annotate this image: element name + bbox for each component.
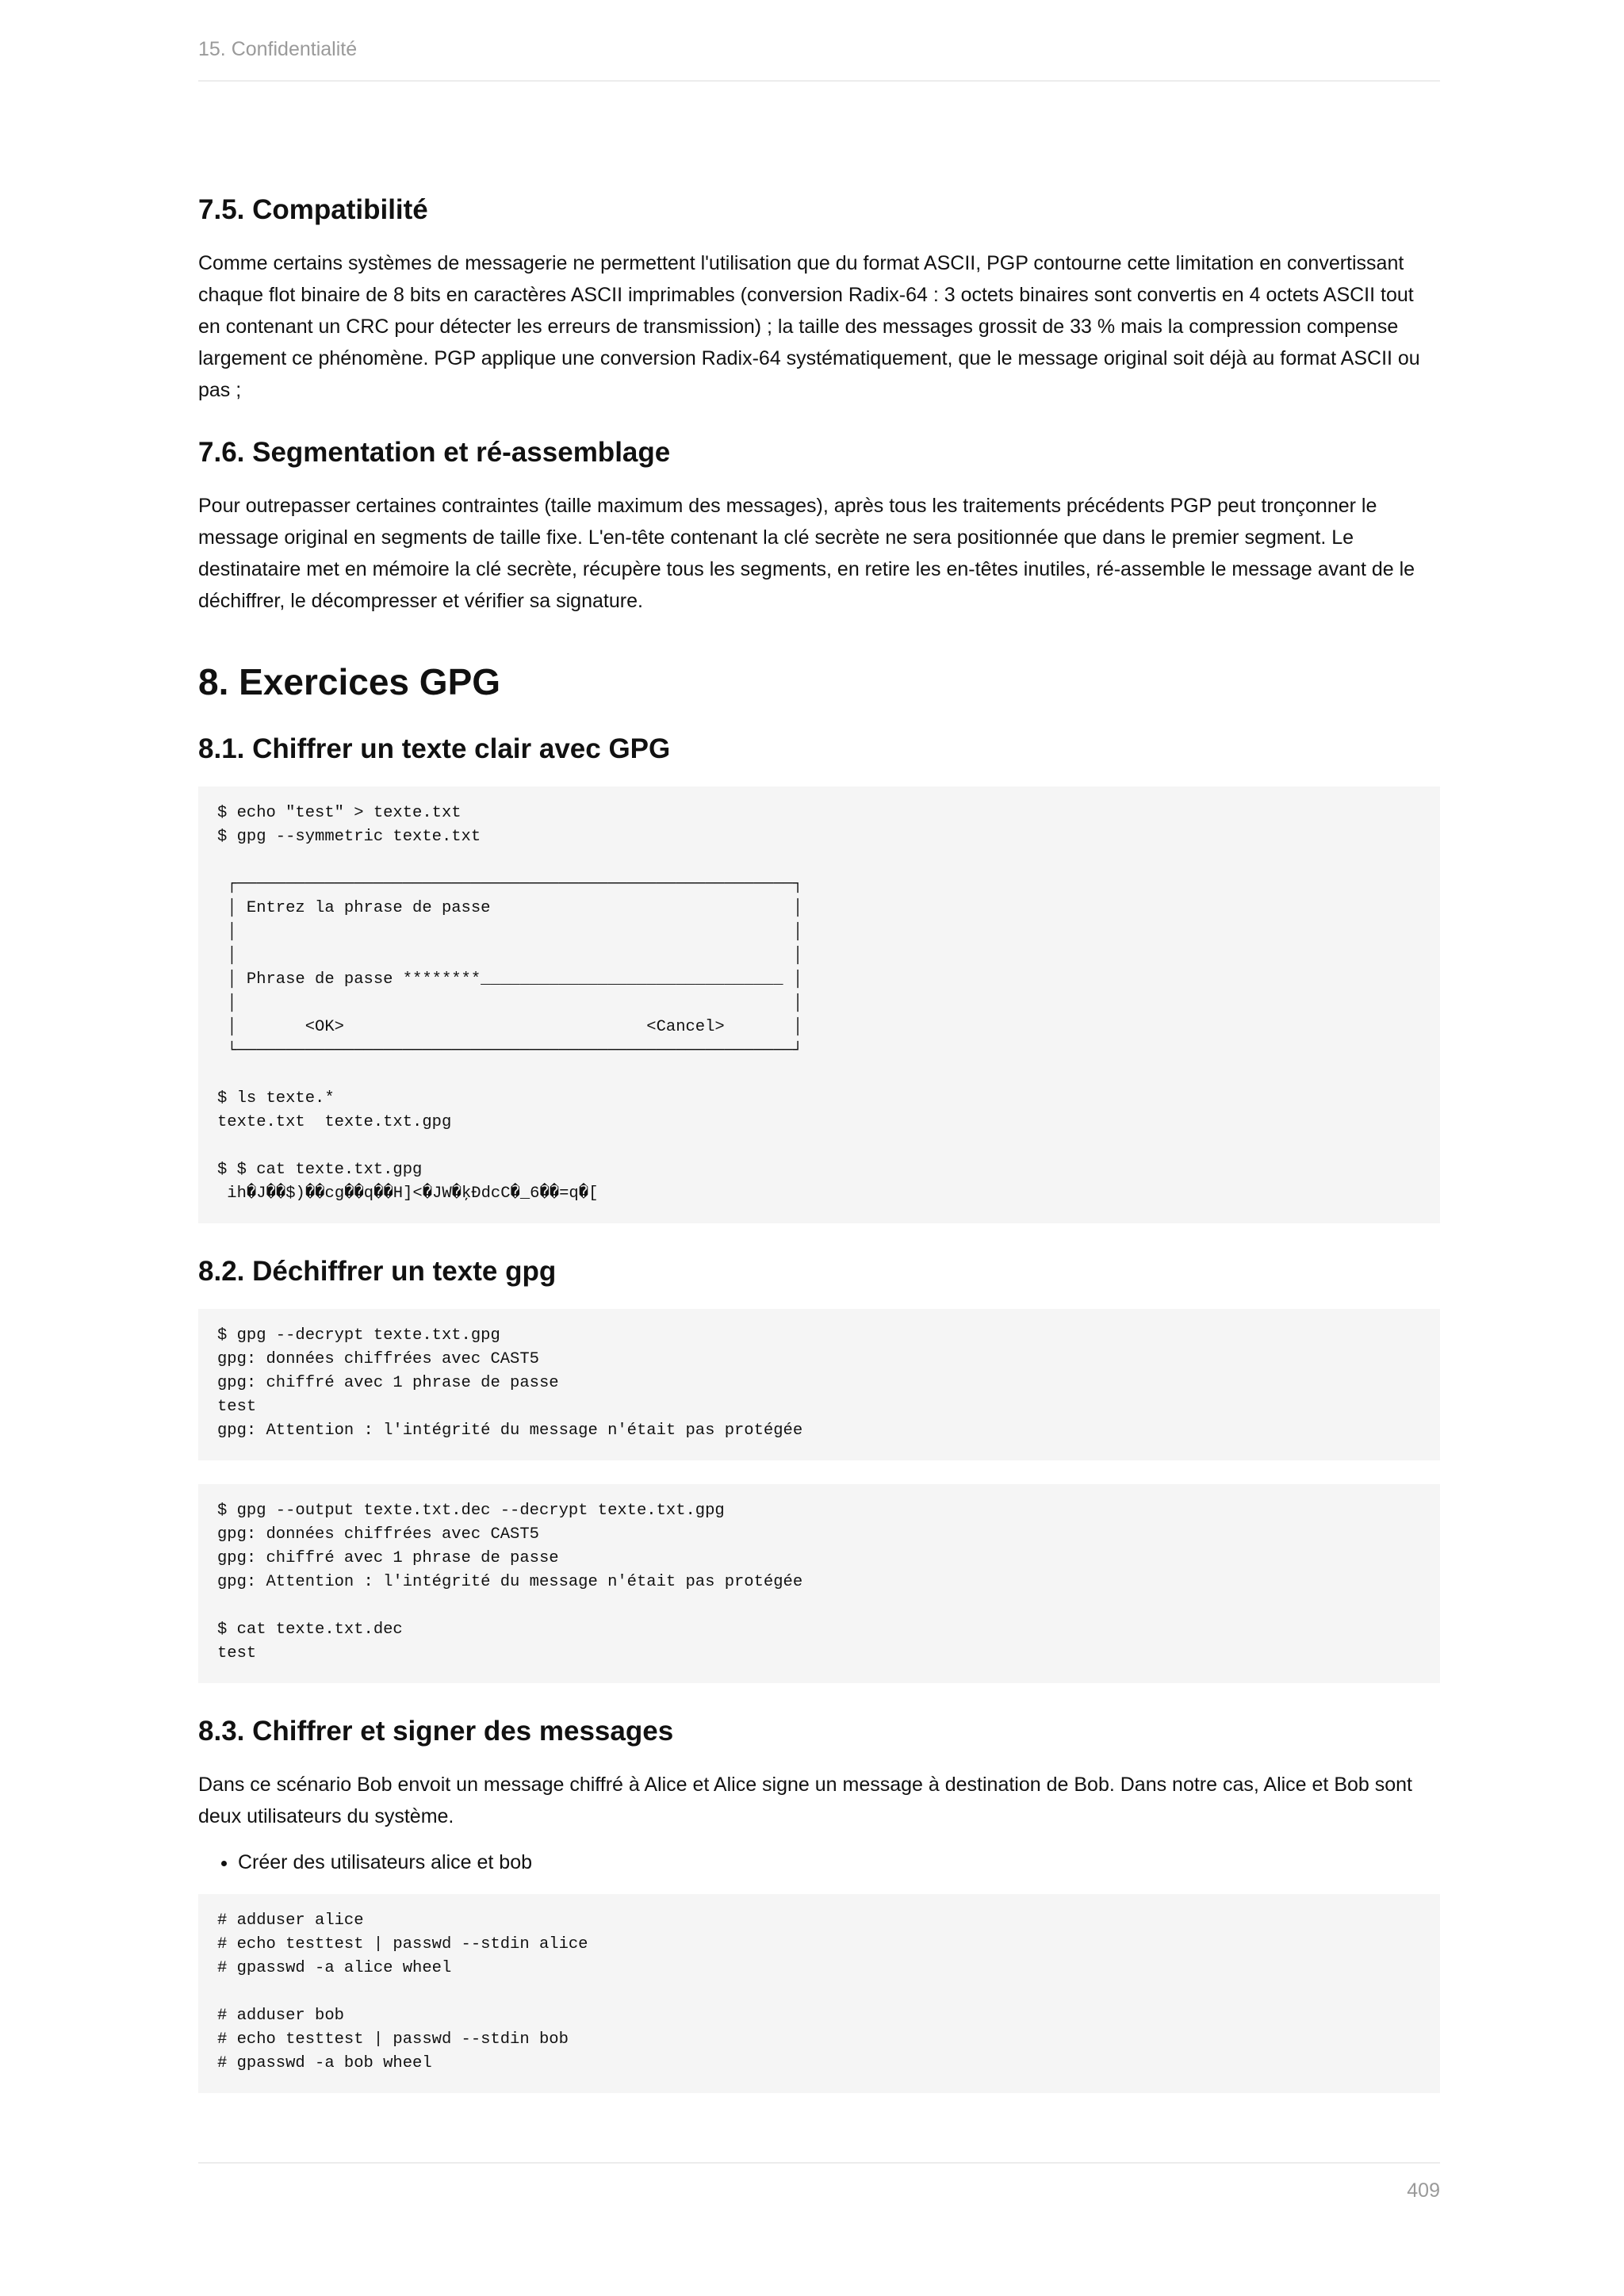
list-item: • Créer des utilisateurs alice et bob [238, 1846, 1440, 1878]
page-number: 409 [1407, 2179, 1440, 2202]
code-line: │ │ [217, 947, 803, 965]
bullet-list [198, 1846, 1440, 1878]
code-line: ih�J��$)��cg��q��H]<�JW�ķĐdcC�_6��=q�[ [217, 1184, 599, 1203]
code-line [217, 1980, 1421, 2004]
code-line [217, 1063, 1421, 1087]
code-line: │ Phrase de passe ********_______________________________ │ [217, 970, 803, 989]
code-line: gpg: Attention : l'intégrité du message n'était pas protégée [217, 1422, 803, 1440]
code-line: │ Entrez la phrase de passe │ [217, 899, 803, 917]
code-block-adduser [198, 1894, 1440, 2093]
section-heading-8-3: 8.3. Chiffrer et signer des messages [198, 1716, 674, 1747]
code-line [217, 849, 1421, 873]
code-line: $ ls texte.* [217, 1089, 335, 1108]
code-line: # echo testtest | passwd --stdin bob [217, 2030, 569, 2049]
paragraph-segmentation: Pour outrepasser certaines contraintes (taille maximum des messages), après tous les traitements précédents PGP peut tronçonner le message original en segments de taille fixe. L'en-tête contenant la clé secrète ne sera positionnée que dans le premier segment. Le destinataire met en mémoire la clé secrète, récupère tous les segments, en retire les en-têtes inutiles, ré-assemble le message avant de le déchiffrer, le décompresser et vérifier sa signature. [198, 495, 1415, 612]
paragraph-scenario: Dans ce scénario Bob envoit un message chiffré à Alice et Alice signe un message à destination de Bob. Dans notre cas, Alice et Bob sont deux utilisateurs du système. [198, 1774, 1413, 1827]
chapter-heading-8: 8. Exercices GPG [198, 661, 501, 702]
code-line: test [217, 1398, 257, 1416]
code-block-decrypt [198, 1309, 1440, 1460]
paragraph-compatibility: Comme certains systèmes de messagerie ne permettent l'utilisation que du format ASCII, PGP contourne cette limitation en convertissant chaque flot binaire de 8 bits en caractères ASCII imprimables (conversion Radix-64 : 3 octets binaires sont convertis en 4 octets ASCII tout en contenant un CRC pour détecter les erreurs de transmission) ; la taille des messages grossit de 33 % mais la compression compense largement ce phénomène. PGP applique une conversion Radix-64 systématiquement, que le message original soit déjà au format ASCII ou pas ; [198, 252, 1420, 401]
code-line [217, 1135, 1421, 1158]
code-line: │ │ [217, 994, 803, 1012]
running-header: 15. Confidentialité [198, 38, 358, 60]
code-line: # gpasswd -a alice wheel [217, 1959, 452, 1977]
code-line: gpg: données chiffrées avec CAST5 [217, 1525, 539, 1544]
header-divider [198, 80, 1440, 82]
section-heading-8-1: 8.1. Chiffrer un texte clair avec GPG [198, 733, 671, 764]
code-line [217, 1594, 1421, 1618]
code-line: gpg: chiffré avec 1 phrase de passe [217, 1549, 559, 1567]
code-line: gpg: Attention : l'intégrité du message n'était pas protégée [217, 1573, 803, 1591]
code-line: ┌─────────────────────────────────────────────────────────┐ [217, 875, 803, 894]
section-heading-7-6: 7.6. Segmentation et ré-assemblage [198, 437, 671, 468]
code-line: gpg: données chiffrées avec CAST5 [217, 1350, 539, 1368]
section-heading-7-5: 7.5. Compatibilité [198, 194, 428, 225]
page-content [198, 193, 1440, 2118]
code-line: $ cat texte.txt.dec [217, 1621, 403, 1639]
code-line: gpg: chiffré avec 1 phrase de passe [217, 1374, 559, 1392]
section-heading-8-2: 8.2. Déchiffrer un texte gpg [198, 1256, 557, 1287]
code-line: # gpasswd -a bob wheel [217, 2054, 432, 2072]
code-line: # adduser alice [217, 1911, 364, 1930]
code-line: $ gpg --decrypt texte.txt.gpg [217, 1326, 500, 1345]
code-line: # echo testtest | passwd --stdin alice [217, 1935, 588, 1954]
code-line: $ gpg --output texte.txt.dec --decrypt texte.txt.gpg [217, 1502, 725, 1520]
footer-divider [198, 2162, 1440, 2164]
code-line: └─────────────────────────────────────────────────────────┘ [217, 1042, 803, 1060]
code-line: $ gpg --symmetric texte.txt [217, 828, 481, 846]
code-line: $ echo "test" > texte.txt [217, 804, 462, 822]
code-block-decrypt-output [198, 1484, 1440, 1683]
code-line: $ $ cat texte.txt.gpg [217, 1161, 423, 1179]
code-line: │ <OK> <Cancel> │ [217, 1018, 803, 1036]
code-line: test [217, 1644, 257, 1663]
code-block-encrypt [198, 786, 1440, 1223]
code-line: │ │ [217, 923, 803, 941]
code-line: # adduser bob [217, 2007, 344, 2025]
code-line: texte.txt texte.txt.gpg [217, 1113, 452, 1131]
